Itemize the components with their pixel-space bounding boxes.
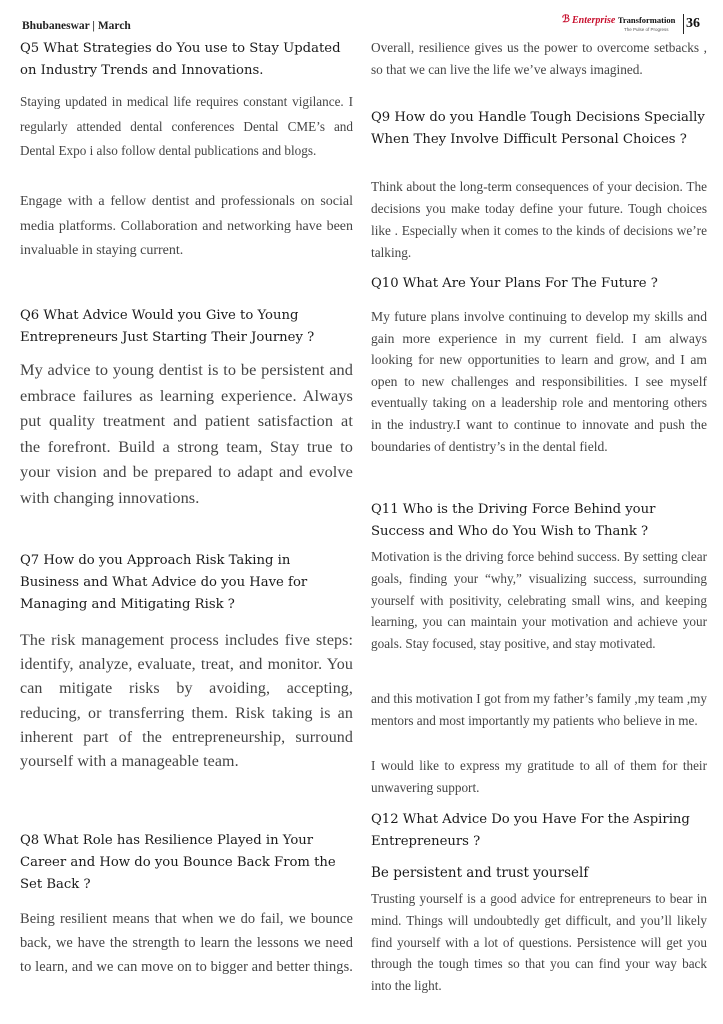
question-12-paragraph-1: Trusting yourself is a good advice for entrepreneurs to bear in mind. Things will undoubtedly get difficult, and you’ll likely find yourself with a lot of questions. Persistence will get you through the tough times so that you can find your way back into the light. xyxy=(371,891,707,994)
logo-name: Enterprise Transformation xyxy=(572,15,676,26)
question-6-paragraph-1: My advice to young dentist is to be persistent and embrace failures as learning experience. Always put quality treatment and patient satisfaction at the forefront. Build a strong team, Stay true to your vision and be prepared to adapt and evolve with changing innovations. xyxy=(20,360,353,507)
question-5-heading: Q5 What Strategies do You use to Stay Updated on Industry Trends and Innovations. xyxy=(20,41,341,78)
question-11-heading: Q11 Who is the Driving Force Behind your Success and Who do You Wish to Thank ? xyxy=(371,502,656,539)
question-9-heading: Q9 How do you Handle Tough Decisions Specially When They Involve Difficult Personal Choices ? xyxy=(371,110,705,147)
question-11-paragraph-1: Motivation is the driving force behind success. By setting clear goals, finding your “why,” visualizing success, surrounding yourself with positivity, celebrating small wins, and keeping learning, you can maintain your motivation and achieve your goals. Stay focused, stay positive, and stay motivated. xyxy=(371,549,707,652)
question-7-paragraph-1: The risk management process includes five steps: identify, analyze, evaluate, treat, and monitor. You can mitigate risks by avoiding, accepting, reducing, or transferring them. Risk taking is an inherent part of the entrepreneurship, surround yourself with a manageable team. xyxy=(20,632,353,771)
question-11-paragraph-3: I would like to express my gratitude to all of them for their unwavering support. xyxy=(371,758,707,795)
question-8-continuation: Overall, resilience gives us the power to overcome setbacks , so that we can live the life we’ve always imagined. xyxy=(371,40,707,77)
magazine-logo xyxy=(562,13,684,35)
question-9-paragraph-1: Think about the long-term consequences of your decision. The decisions you make today define your future. Tough choices like . Especially when it comes to the kinds of decisions we’re talking. xyxy=(371,179,707,260)
question-7-heading: Q7 How do you Approach Risk Taking in Business and What Advice do you Have for Managing and Mitigating Risk ? xyxy=(20,553,308,612)
page-number: 36 xyxy=(686,16,700,31)
logo-tagline: The Pulse of Progress xyxy=(624,27,669,32)
question-5-paragraph-1: Staying updated in medical life requires constant vigilance. I regularly attended dental conferences Dental CME’s and Dental Expo i also follow dental publications and blogs. xyxy=(20,94,353,158)
question-12-heading: Q12 What Advice Do you Have For the Aspiring Entrepreneurs ? xyxy=(371,812,690,849)
question-10-heading: Q10 What Are Your Plans For The Future ? xyxy=(371,276,658,291)
question-10-paragraph-1: My future plans involve continuing to develop my skills and gain more experience in my current field. I am always looking for new opportunities to learn and grow, and I am open to new challenges and responsibilities. I see myself eventually taking on a leadership role and mentoring others in the industry.I want to continue to innovate and push the boundaries of dentistry’s in the dental field. xyxy=(371,309,707,454)
logo-mark-icon: ℬ xyxy=(562,14,570,25)
header-divider xyxy=(683,14,684,34)
header-location: Bhubaneswar | March xyxy=(22,20,131,32)
question-12-subheading: Be persistent and trust yourself xyxy=(371,865,589,881)
question-5-paragraph-2: Engage with a fellow dentist and professionals on social media platforms. Collaboration and networking have been invaluable in staying current. xyxy=(20,194,353,258)
page-header xyxy=(0,0,723,40)
question-11-paragraph-2: and this motivation I got from my father’s family ,my team ,my mentors and most importantly my patients who believe in me. xyxy=(371,691,707,728)
question-6-heading: Q6 What Advice Would you Give to Young Entrepreneurs Just Starting Their Journey ? xyxy=(20,308,315,345)
question-8-paragraph-1: Being resilient means that when we do fail, we bounce back, we have the strength to learn the lessons we need to learn, and we can move on to bigger and better things. xyxy=(20,911,353,976)
question-8-heading: Q8 What Role has Resilience Played in Your Career and How do you Bounce Back From the Set Back ? xyxy=(20,833,336,892)
